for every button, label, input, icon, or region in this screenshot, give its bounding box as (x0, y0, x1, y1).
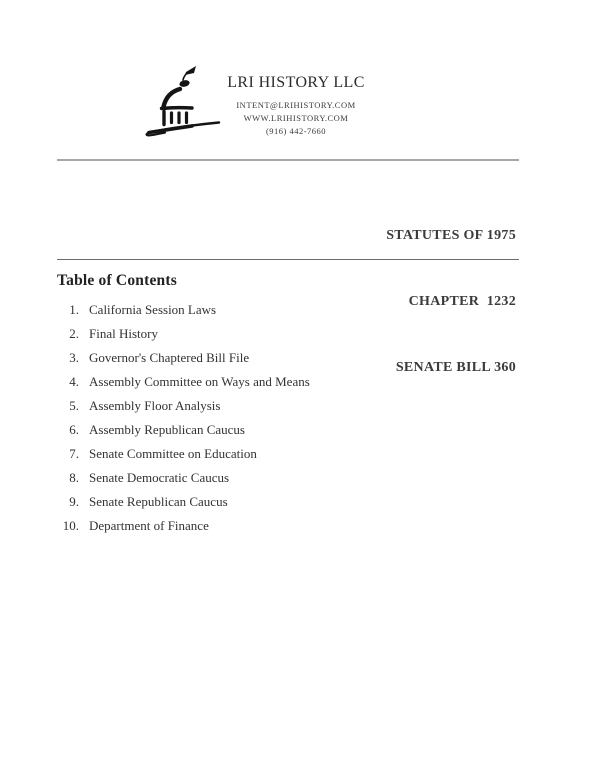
company-email: INTENT@LRIHISTORY.COM (236, 100, 356, 110)
toc-item-final-history (55, 326, 310, 350)
toc-item-label: Assembly Committee on Ways and Means (89, 374, 310, 389)
toc-item-assembly-floor-analysis (55, 398, 310, 422)
toc-item-label: Final History (89, 326, 158, 341)
statutes-line: STATUTES OF 1975 (386, 228, 516, 243)
toc-item-department-of-finance (55, 518, 310, 542)
toc-item-label: Senate Republican Caucus (89, 494, 228, 509)
company-website: WWW.LRIHISTORY.COM (243, 113, 349, 123)
toc-item-number: 9. (69, 494, 79, 509)
toc-item-number: 8. (69, 470, 79, 485)
toc-item-assembly-ways-and-means (55, 374, 310, 398)
letterhead (221, 74, 371, 138)
toc-item-label: Governor's Chaptered Bill File (89, 350, 250, 365)
company-name: LRI HISTORY LLC (227, 74, 365, 91)
toc-item-label: California Session Laws (89, 302, 217, 317)
toc-item-senate-democratic-caucus (55, 470, 310, 494)
toc-item-california-session-laws (55, 302, 310, 326)
toc-heading: Table of Contents (57, 272, 177, 289)
toc-item-label: Assembly Floor Analysis (89, 398, 221, 413)
divider-top (57, 159, 519, 161)
toc-item-senate-republican-caucus (55, 494, 310, 518)
toc-item-governors-chaptered-bill-file (55, 350, 310, 374)
toc-item-number: 6. (69, 422, 79, 437)
capitol-dome-logo-icon (142, 62, 222, 142)
divider-bottom (57, 259, 519, 260)
toc-item-number: 2. (69, 326, 79, 341)
senate-bill-line: SENATE BILL 360 (395, 360, 516, 375)
chapter-line: CHAPTER 1232 (408, 294, 516, 309)
bill-reference-block (386, 181, 516, 423)
toc-item-number: 5. (69, 398, 79, 413)
toc-item-label: Assembly Republican Caucus (89, 422, 245, 437)
toc-item-number: 10. (62, 518, 79, 533)
toc-item-number: 3. (69, 350, 79, 365)
toc-item-number: 4. (69, 374, 79, 389)
toc-item-label: Senate Committee on Education (89, 446, 257, 461)
toc-item-number: 7. (69, 446, 79, 461)
toc-item-number: 1. (69, 302, 79, 317)
toc-item-label: Department of Finance (89, 518, 209, 533)
toc-item-senate-committee-education (55, 446, 310, 470)
toc-list (55, 302, 310, 542)
toc-item-label: Senate Democratic Caucus (89, 470, 230, 485)
toc-item-assembly-republican-caucus (55, 422, 310, 446)
company-phone: (916) 442-7660 (265, 126, 327, 136)
